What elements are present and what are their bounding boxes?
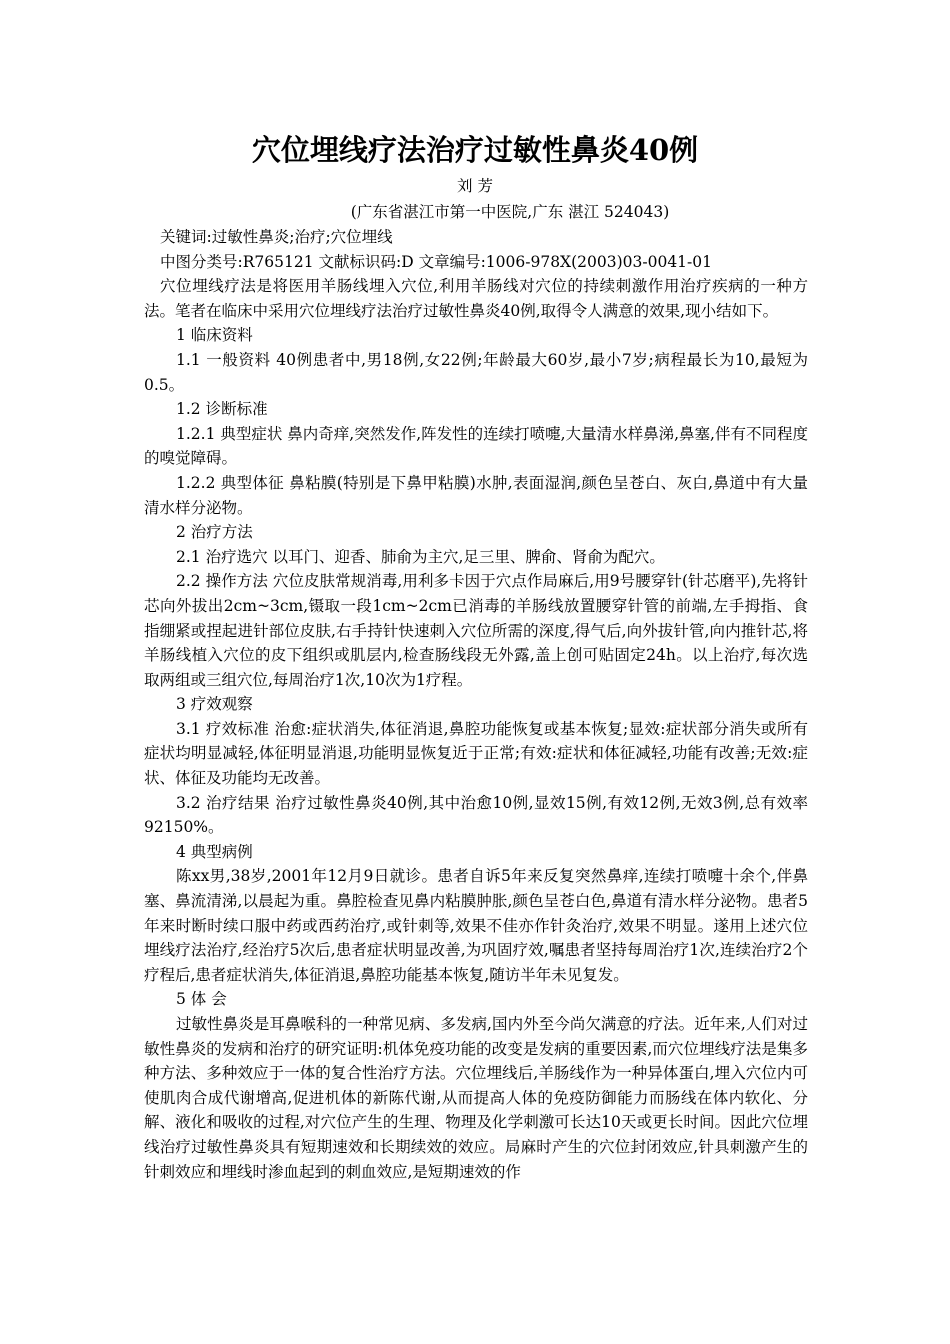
- paragraph-1-2-2: 1.2.2 典型体征 鼻粘膜(特别是下鼻甲粘膜)水肿,表面湿润,颜色呈苍白、灰白,鼻道中有大量清水样分泌物。: [144, 473, 808, 517]
- section-heading-5: 5 体 会: [176, 990, 227, 1009]
- section-heading-3: 3 疗效观察: [176, 695, 253, 714]
- paragraph-2-2: 2.2 操作方法 穴位皮肤常规消毒,用利多卡因于穴点作局麻后,用9号腰穿针(针芯磨平),先将针芯向外拔出2cm~3cm,镊取一段1cm~2cm已消毒的羊肠线放置腰穿针管的前端,左手拇指、食指绷紧或捏起进针部位皮肤,右手持针快速刺入穴位所需的深度,得气后,向外拔针管,向内推针芯,将羊肠线植入穴位的皮下组织或肌层内,检查肠线段无外露,盖上创可贴固定24h。以上治疗,每次选取两组或三组穴位,每周治疗1次,10次为1疗程。: [144, 572, 808, 689]
- article-body: [144, 225, 808, 1184]
- section-heading-4: 4 典型病例: [176, 842, 253, 861]
- paragraph-3-1: 3.1 疗效标准 治愈:症状消失,体征消退,鼻腔功能恢复或基本恢复;显效:症状部分消失或所有症状均明显减轻,体征明显消退,功能明显恢复近于正常;有效:症状和体征减轻,功能有改善;无效:症状、体征及功能均无改善。: [144, 719, 808, 788]
- article-title: 穴位埋线疗法治疗过敏性鼻炎40例: [251, 133, 699, 167]
- classification-line: 中图分类号:R765121 文献标识码:D 文章编号:1006-978X(2003)03-0041-01: [160, 252, 712, 271]
- keywords-line: 关键词:过敏性鼻炎;治疗;穴位埋线: [160, 228, 393, 246]
- paragraph-3-2: 3.2 治疗结果 治疗过敏性鼻炎40例,其中治愈10例,显效15例,有效12例,无效3例,总有效率92150%。: [144, 793, 808, 837]
- paragraph-2-1: 2.1 治疗选穴 以耳门、迎香、肺俞为主穴,足三里、脾俞、肾俞为配穴。: [176, 547, 665, 566]
- paragraph-1-1: 1.1 一般资料 40例患者中,男18例,女22例;年龄最大60岁,最小7岁;病程最长为10,最短为0.5。: [144, 350, 808, 394]
- section-heading-2: 2 治疗方法: [176, 523, 253, 542]
- author-affiliation: (广东省湛江市第一中医院,广东 湛江 524043): [350, 203, 670, 221]
- case-paragraph: 陈xx男,38岁,2001年12月9日就诊。患者自诉5年来反复突然鼻痒,连续打喷嚏十余个,伴鼻塞、鼻流清涕,以晨起为重。鼻腔检查见鼻内粘膜肿胀,颜色呈苍白色,鼻道有清水样分泌物。患者5年来时断时续口服中药或西药治疗,或针刺等,效果不佳亦作针灸治疗,效果不明显。遂用上述穴位埋线疗法治疗,经治疗5次后,患者症状明显改善,为巩固疗效,嘱患者坚持每周治疗1次,连续治疗2个疗程后,患者症状消失,体征消退,鼻腔功能基本恢复,随访半年未见复发。: [144, 867, 808, 984]
- discussion-paragraph: 过敏性鼻炎是耳鼻喉科的一种常见病、多发病,国内外至今尚欠满意的疗法。近年来,人们对过敏性鼻炎的发病和治疗的研究证明:机体免疫功能的改变是发病的重要因素,而穴位埋线疗法是集多种方法、多种效应于一体的复合性治疗方法。穴位埋线后,羊肠线作为一种异体蛋白,埋入穴位内可使肌肉合成代谢增高,促进机体的新陈代谢,从而提高人体的免疫防御能力而肠线在体内软化、分解、液化和吸收的过程,对穴位产生的生理、物理及化学刺激可长达10天或更长时间。因此穴位埋线治疗过敏性鼻炎具有短期速效和长期续效的效应。局麻时产生的穴位封闭效应,针具刺激产生的针刺效应和埋线时渗血起到的刺血效应,是短期速效的作: [144, 1015, 808, 1181]
- paragraph-1-2-1: 1.2.1 典型症状 鼻内奇痒,突然发作,阵发性的连续打喷嚏,大量清水样鼻涕,鼻塞,伴有不同程度的嗅觉障碍。: [144, 424, 808, 468]
- intro-paragraph: 穴位埋线疗法是将医用羊肠线埋入穴位,利用羊肠线对穴位的持续刺激作用治疗疾病的一种方法。笔者在临床中采用穴位埋线疗法治疗过敏性鼻炎40例,取得令人满意的效果,现小结如下。: [144, 277, 808, 320]
- section-heading-1: 1 临床资料: [176, 326, 253, 345]
- section-heading-1-2: 1.2 诊断标准: [176, 400, 268, 419]
- author-name: 刘 芳: [457, 177, 493, 195]
